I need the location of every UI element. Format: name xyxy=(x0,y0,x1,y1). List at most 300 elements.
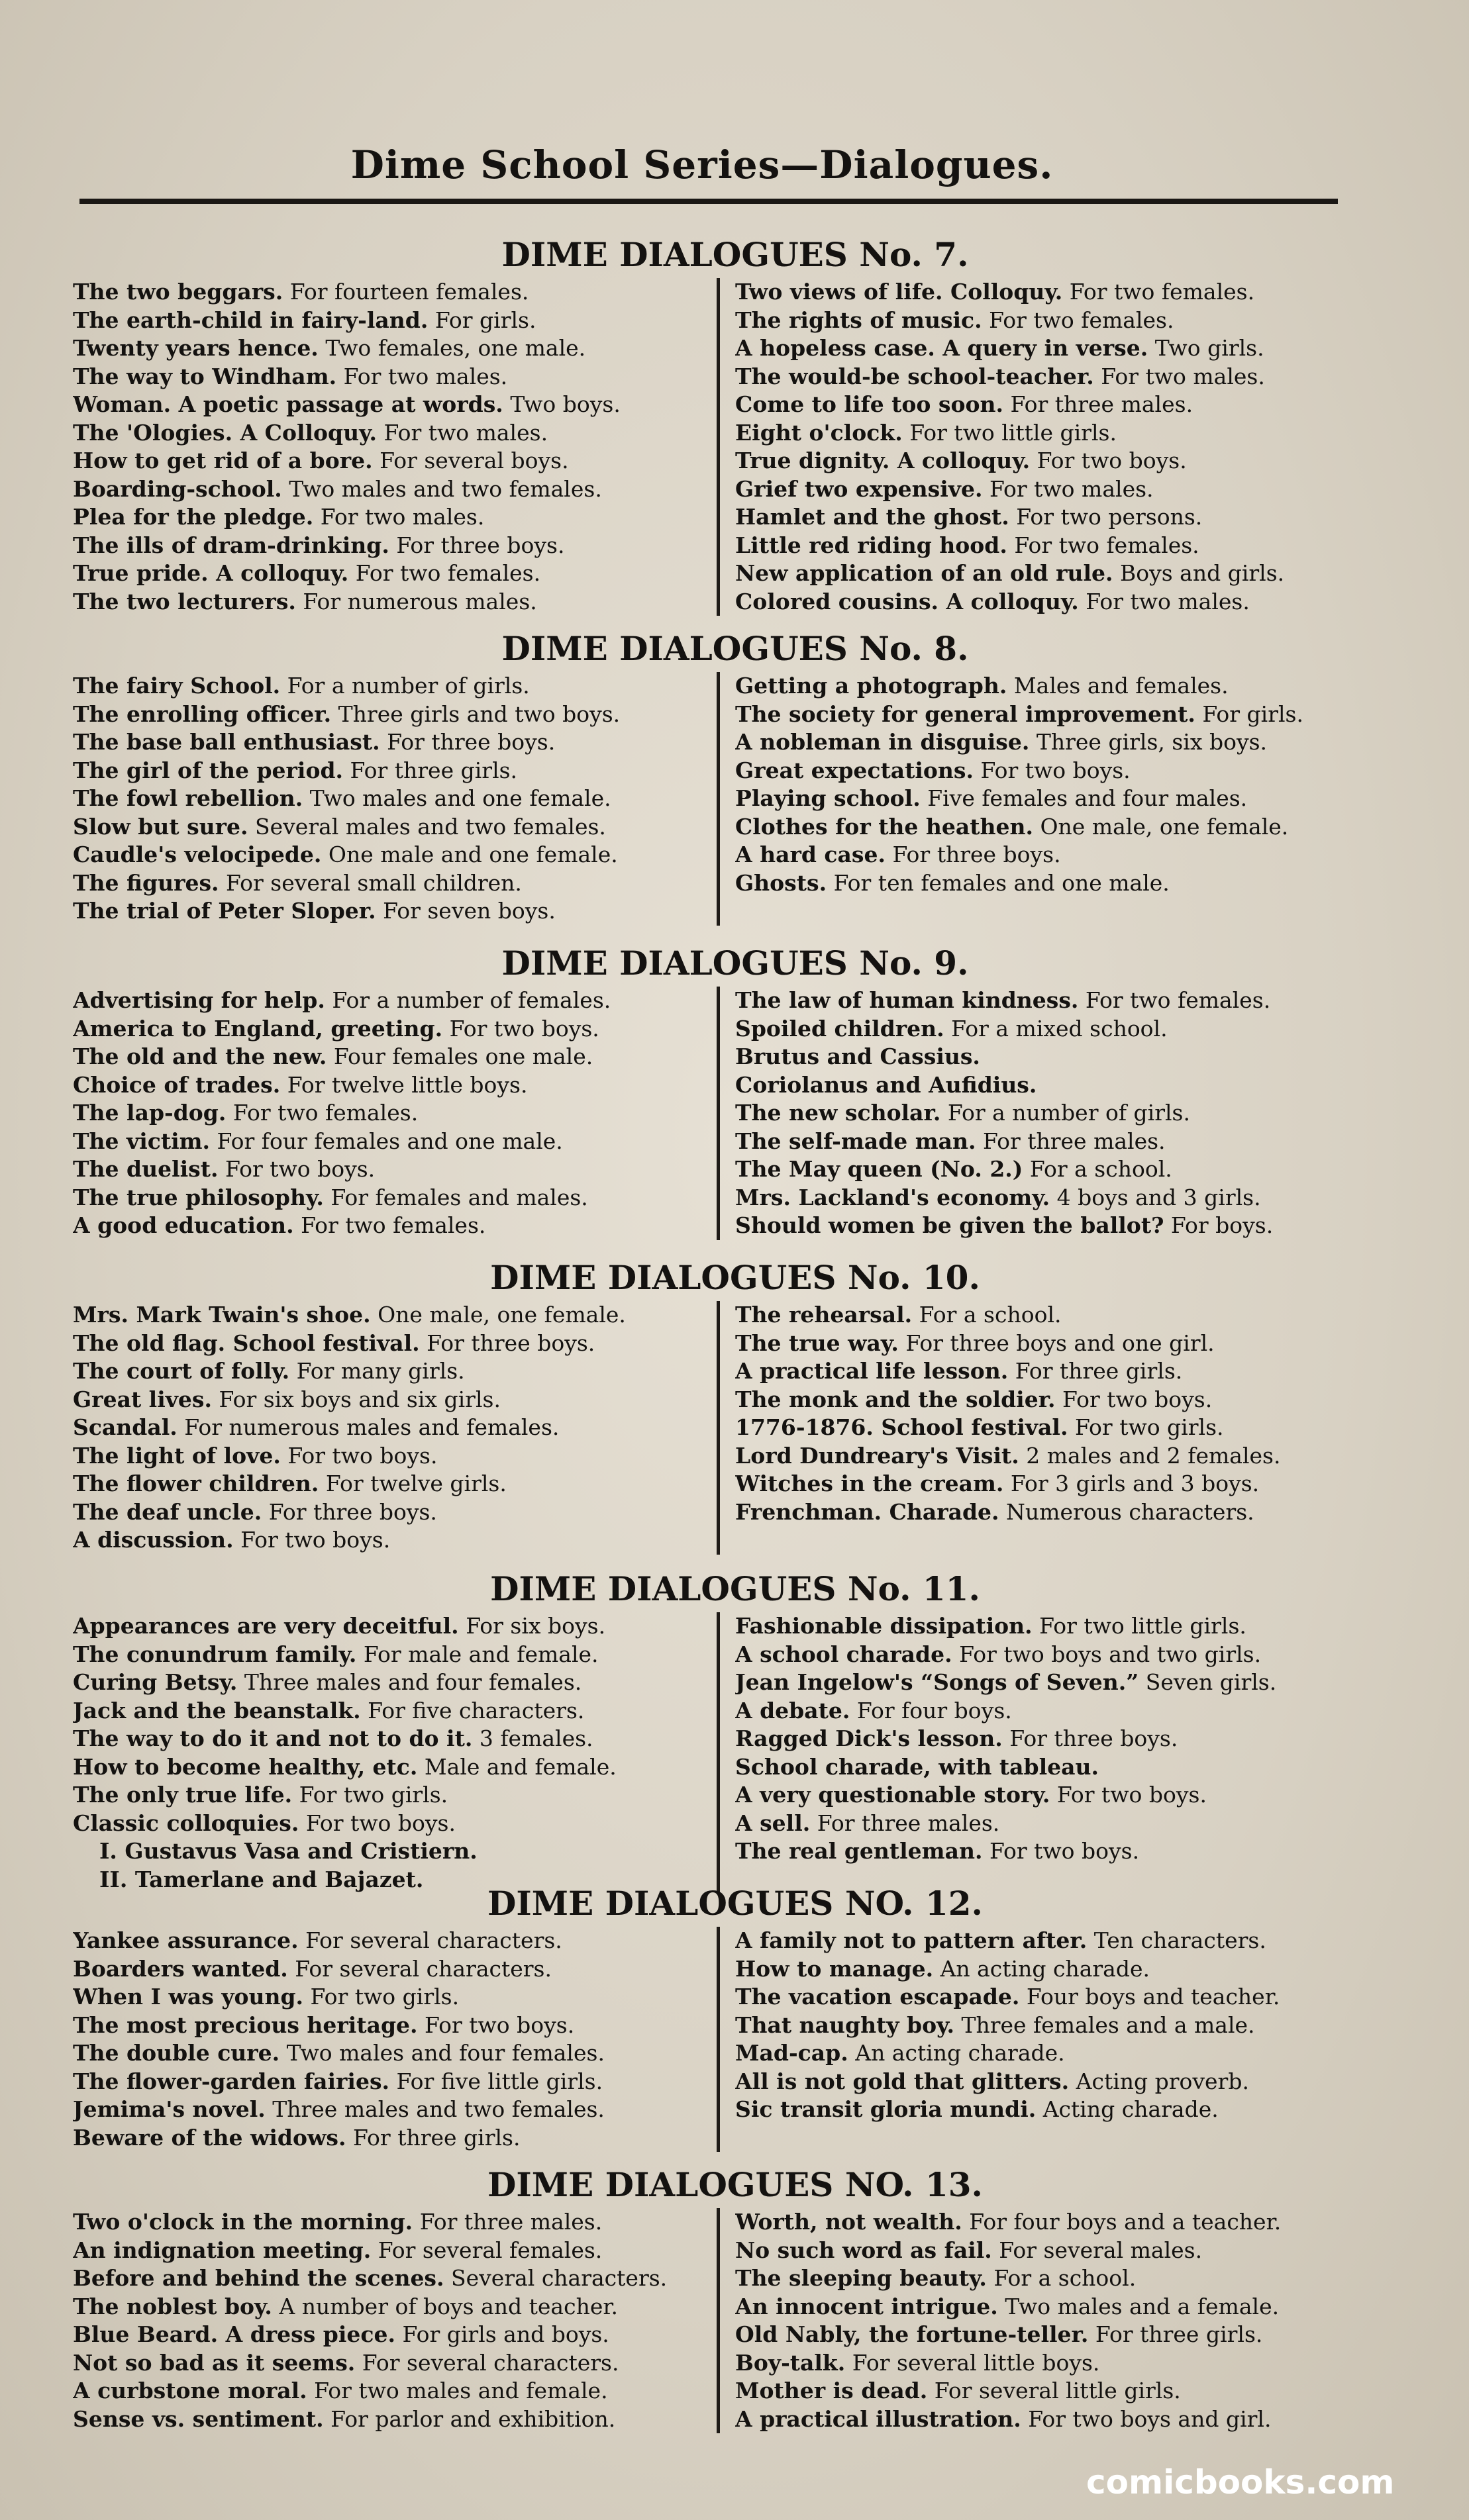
entry-cast: For three boys. xyxy=(1009,1725,1178,1751)
section-columns xyxy=(73,987,1358,1240)
dialogue-entry xyxy=(73,1697,695,1725)
entry-cast: One male and one female. xyxy=(328,842,618,867)
entry-cast: For two little girls. xyxy=(1039,1613,1246,1639)
dialogue-entry xyxy=(73,419,695,448)
entry-cast: 4 boys and 3 girls. xyxy=(1056,1184,1261,1210)
entry-title: Worth, not wealth. xyxy=(735,2209,962,2235)
entry-title: Eight o'clock. xyxy=(735,419,903,446)
entry-title: The court of folly. xyxy=(73,1358,290,1384)
dialogue-entry xyxy=(735,1697,1344,1725)
entry-cast: For several males. xyxy=(999,2237,1203,2263)
dialogue-entry xyxy=(73,785,695,813)
entry-title: A practical life lesson. xyxy=(735,1358,1009,1384)
dialogue-entry xyxy=(735,2011,1344,2040)
column-divider xyxy=(717,2208,720,2433)
dialogue-entry xyxy=(73,1099,695,1128)
entry-title: Little red riding hood. xyxy=(735,532,1007,558)
entry-cast: For two boys. xyxy=(225,1156,376,1182)
section-columns xyxy=(73,278,1358,616)
dialogue-entry xyxy=(73,987,695,1015)
right-column xyxy=(709,278,1344,616)
dialogue-entry xyxy=(73,1927,695,1955)
dialogue-section xyxy=(73,1255,1358,1555)
entry-cast: Several males and two females. xyxy=(255,813,606,840)
dialogue-entry xyxy=(73,2208,695,2237)
dialogue-entry xyxy=(73,728,695,757)
entry-cast: Acting proverb. xyxy=(1076,2068,1249,2094)
entry-cast: For a school. xyxy=(919,1302,1062,1328)
dialogue-entry xyxy=(73,1669,695,1697)
right-column xyxy=(709,1301,1344,1555)
entry-cast: For two girls. xyxy=(310,1984,460,2010)
entry-title: How to manage. xyxy=(735,1955,934,1982)
entry-cast: Three girls, six boys. xyxy=(1036,729,1268,755)
entry-cast: For girls and boys. xyxy=(402,2321,609,2347)
entry-cast: For two females. xyxy=(1069,279,1255,305)
entry-cast: 2 males and 2 females. xyxy=(1026,1442,1281,1469)
entry-title: The flower children. xyxy=(73,1471,319,1496)
entry-title: Should women be given the ballot? xyxy=(735,1212,1164,1238)
dialogue-entry xyxy=(73,1753,695,1782)
right-column xyxy=(709,1612,1344,1894)
dialogue-entry xyxy=(735,2321,1344,2349)
entry-cast: For two males and female. xyxy=(314,2378,608,2403)
dialogue-entry xyxy=(73,672,695,701)
dialogue-entry xyxy=(73,1330,695,1358)
entry-title: Coriolanus and Aufidius. xyxy=(735,1071,1037,1098)
dialogue-section xyxy=(73,1566,1358,1894)
entry-cast: For two girls. xyxy=(1074,1414,1224,1440)
dialogue-section xyxy=(73,2162,1358,2433)
left-column xyxy=(73,278,709,616)
entry-title: The duelist. xyxy=(73,1156,219,1182)
entry-cast: Two males and a female. xyxy=(1005,2293,1280,2319)
dialogue-entry xyxy=(735,475,1344,504)
entry-title: Frenchman. Charade. xyxy=(735,1498,999,1525)
dialogue-entry xyxy=(73,503,695,532)
dialogue-entry xyxy=(73,1641,695,1669)
dialogue-entry xyxy=(735,419,1344,448)
entry-title: Getting a photograph. xyxy=(735,673,1007,699)
entry-title: I. Gustavus Vasa and Cristiern. xyxy=(99,1838,478,1864)
dialogue-entry xyxy=(73,532,695,560)
entry-cast: For two males. xyxy=(383,419,548,446)
dialogue-entry xyxy=(73,1470,695,1498)
dialogue-entry xyxy=(735,1927,1344,1955)
dialogue-entry xyxy=(73,2264,695,2293)
entry-cast: For two males. xyxy=(1101,363,1265,389)
entry-cast: For two boys. xyxy=(305,1810,456,1836)
section-title: DIME DIALOGUES NO. 12. xyxy=(487,1884,983,1923)
entry-title: Great expectations. xyxy=(735,757,974,783)
dialogue-entry xyxy=(735,2237,1344,2265)
entry-cast: Four females one male. xyxy=(333,1043,593,1069)
dialogue-entry xyxy=(73,813,695,842)
dialogue-entry xyxy=(735,1301,1344,1330)
entry-title: The girl of the period. xyxy=(73,757,344,783)
entry-title: The old and the new. xyxy=(73,1043,327,1069)
dialogue-entry xyxy=(73,1498,695,1527)
entry-title: Ghosts. xyxy=(735,869,827,896)
entry-title: Mad-cap. xyxy=(735,2040,848,2066)
entry-cast: An acting charade. xyxy=(855,2040,1065,2066)
entry-cast: One male, one female. xyxy=(378,1302,626,1328)
entry-cast: For seven boys. xyxy=(383,898,556,924)
dialogue-entry xyxy=(735,1612,1344,1641)
entry-title: The law of human kindness. xyxy=(735,987,1079,1013)
dialogue-entry xyxy=(73,2405,695,2434)
page-header: Dime School Series—Dialogues. xyxy=(350,142,1054,187)
entry-cast: For two boys. xyxy=(1056,1782,1207,1808)
entry-title: School charade, with tableau. xyxy=(735,1753,1099,1780)
watermark: comicbooks.com xyxy=(1086,2463,1395,2501)
entry-title: That naughty boy. xyxy=(735,2011,954,2038)
entry-title: A hard case. xyxy=(735,842,886,867)
entry-title: The trial of Peter Sloper. xyxy=(73,898,376,924)
entry-title: Choice of trades. xyxy=(73,1071,281,1098)
entry-cast: An acting charade. xyxy=(940,1955,1150,1982)
entry-title: An indignation meeting. xyxy=(73,2237,372,2263)
entry-cast: For three boys. xyxy=(387,729,556,755)
entry-cast: Acting charade. xyxy=(1042,2096,1219,2122)
entry-cast: For three males. xyxy=(817,1810,1000,1836)
dialogue-entry xyxy=(735,1781,1344,1810)
entry-title: Woman. A poetic passage at words. xyxy=(73,391,503,417)
entry-title: The enrolling officer. xyxy=(73,701,332,727)
entry-title: Not so bad as it seems. xyxy=(73,2349,356,2376)
entry-title: A family not to pattern after. xyxy=(735,1927,1088,1953)
entry-cast: For a school. xyxy=(993,2265,1137,2291)
entry-title: Clothes for the heathen. xyxy=(735,813,1033,840)
entry-cast: For five little girls. xyxy=(396,2068,603,2094)
entry-cast: Two males and two females. xyxy=(289,475,602,502)
dialogue-entry xyxy=(73,1414,695,1442)
dialogue-entry xyxy=(735,2349,1344,2378)
entry-title: No such word as fail. xyxy=(735,2237,992,2263)
right-column xyxy=(709,2208,1344,2433)
dialogue-entry xyxy=(73,2039,695,2068)
entry-cast: Numerous characters. xyxy=(1006,1498,1254,1525)
dialogue-entry xyxy=(735,1837,1344,1866)
entry-cast: For several characters. xyxy=(295,1955,552,1982)
entry-cast: For three girls. xyxy=(1015,1358,1183,1384)
dialogue-entry xyxy=(735,2293,1344,2321)
entry-cast: Three males and two females. xyxy=(272,2096,605,2122)
dialogue-entry xyxy=(73,1442,695,1471)
entry-title: Curing Betsy. xyxy=(73,1669,238,1695)
section-title: DIME DIALOGUES No. 8. xyxy=(501,629,969,668)
entry-title: How to become healthy, etc. xyxy=(73,1753,418,1780)
dialogue-entry xyxy=(73,559,695,588)
section-title: DIME DIALOGUES No. 11. xyxy=(490,1569,980,1608)
dialogue-entry xyxy=(735,2096,1344,2124)
dialogue-entry xyxy=(73,363,695,391)
dialogue-entry xyxy=(73,1128,695,1156)
entry-title: Ragged Dick's lesson. xyxy=(735,1725,1003,1751)
entry-cast: For girls. xyxy=(434,307,536,333)
dialogue-entry xyxy=(73,2096,695,2124)
section-columns xyxy=(73,2208,1358,2433)
entry-cast: For two males. xyxy=(1086,588,1250,614)
entry-title: Appearances are very deceitful. xyxy=(73,1613,459,1639)
dialogue-entry xyxy=(735,2377,1344,2405)
entry-cast: Two boys. xyxy=(510,391,621,417)
entry-cast: Ten characters. xyxy=(1093,1927,1266,1953)
entry-title: The old flag. School festival. xyxy=(73,1330,420,1356)
entry-cast: For three males. xyxy=(983,1128,1166,1154)
dialogue-entry xyxy=(73,2321,695,2349)
dialogue-entry xyxy=(735,1071,1344,1100)
entry-title: The double cure. xyxy=(73,2040,280,2066)
entry-title: Twenty years hence. xyxy=(73,335,319,361)
dialogue-entry xyxy=(73,1781,695,1810)
dialogue-entry xyxy=(73,447,695,475)
entry-title: Beware of the widows. xyxy=(73,2124,346,2151)
entry-cast: For several characters. xyxy=(362,2349,619,2376)
entry-cast: Two males and four females. xyxy=(286,2040,605,2066)
entry-title: The rehearsal. xyxy=(735,1302,913,1328)
dialogue-entry xyxy=(735,1983,1344,2011)
entry-cast: Three females and a male. xyxy=(961,2011,1255,2038)
entry-title: A practical illustration. xyxy=(735,2405,1021,2432)
dialogue-entry xyxy=(735,987,1344,1015)
dialogue-entry xyxy=(73,2068,695,2096)
dialogue-entry xyxy=(735,2068,1344,2096)
entry-title: The figures. xyxy=(73,869,219,896)
entry-title: True dignity. A colloquy. xyxy=(735,448,1031,473)
entry-title: The society for general improvement. xyxy=(735,701,1195,727)
entry-title: The most precious heritage. xyxy=(73,2011,418,2038)
entry-cast: For two boys. xyxy=(425,2011,575,2038)
entry-title: Scandal. xyxy=(73,1414,177,1440)
entry-title: The rights of music. xyxy=(735,307,982,333)
entry-cast: For two boys. xyxy=(1062,1386,1213,1412)
dialogue-entry xyxy=(73,1837,695,1866)
entry-cast: For several small children. xyxy=(226,869,522,896)
dialogue-entry xyxy=(735,532,1344,560)
entry-title: Boarding-school. xyxy=(73,475,282,502)
dialogue-entry xyxy=(735,841,1344,869)
dialogue-entry xyxy=(735,559,1344,588)
entry-title: The light of love. xyxy=(73,1442,281,1469)
entry-cast: For two boys. xyxy=(1037,448,1187,473)
dialogue-entry xyxy=(73,1155,695,1184)
entry-title: Brutus and Cassius. xyxy=(735,1043,980,1069)
entry-title: A debate. xyxy=(735,1697,850,1723)
dialogue-entry xyxy=(73,1071,695,1100)
entry-cast: For four boys and a teacher. xyxy=(969,2209,1282,2235)
dialogue-entry xyxy=(735,1386,1344,1414)
section-columns xyxy=(73,1927,1358,2152)
dialogue-entry xyxy=(73,1184,695,1212)
dialogue-entry xyxy=(735,1099,1344,1128)
entry-title: Jean Ingelow's “Songs of Seven.” xyxy=(735,1669,1139,1695)
dialogue-entry xyxy=(735,1498,1344,1527)
entry-cast: For four boys. xyxy=(856,1697,1012,1723)
dialogue-entry xyxy=(73,2377,695,2405)
entry-cast: For two males. xyxy=(343,363,508,389)
dialogue-entry xyxy=(73,757,695,785)
entry-cast: For two little girls. xyxy=(909,419,1117,446)
dialogue-entry xyxy=(735,701,1344,729)
entry-cast: For several little girls. xyxy=(934,2378,1181,2403)
entry-title: Mrs. Lackland's economy. xyxy=(735,1184,1050,1210)
section-columns xyxy=(73,1301,1358,1555)
entry-title: Mother is dead. xyxy=(735,2378,928,2403)
entry-cast: For two females. xyxy=(301,1212,486,1238)
entry-title: The fowl rebellion. xyxy=(73,785,303,811)
left-column xyxy=(73,1301,709,1555)
dialogue-entry xyxy=(73,307,695,335)
entry-cast: For many girls. xyxy=(296,1358,465,1384)
entry-cast: For two males. xyxy=(320,504,485,530)
entry-title: Old Nably, the fortune-teller. xyxy=(735,2321,1089,2347)
dialogue-entry xyxy=(735,1725,1344,1753)
entry-title: Boarders wanted. xyxy=(73,1955,288,1982)
entry-title: Slow but sure. xyxy=(73,813,248,840)
dialogue-entry xyxy=(735,278,1344,307)
dialogue-entry xyxy=(735,1330,1344,1358)
entry-cast: 3 females. xyxy=(479,1725,593,1751)
dialogue-entry xyxy=(735,2039,1344,2068)
column-divider xyxy=(717,672,720,926)
entry-title: Lord Dundreary's Visit. xyxy=(735,1442,1019,1469)
entry-cast: Two girls. xyxy=(1154,335,1264,361)
dialogue-entry xyxy=(735,1669,1344,1697)
entry-cast: For six boys. xyxy=(466,1613,606,1639)
entry-cast: For two females. xyxy=(232,1100,419,1126)
entry-title: How to get rid of a bore. xyxy=(73,448,373,473)
dialogue-entry xyxy=(735,2264,1344,2293)
dialogue-entry xyxy=(73,1212,695,1240)
entry-cast: For three males. xyxy=(1010,391,1193,417)
column-divider xyxy=(717,1301,720,1555)
dialogue-entry xyxy=(73,1386,695,1414)
dialogue-entry xyxy=(73,1526,695,1555)
entry-title: A sell. xyxy=(735,1810,811,1836)
dialogue-entry xyxy=(735,307,1344,335)
entry-title: The earth-child in fairy-land. xyxy=(73,307,429,333)
entry-cast: For numerous males and females. xyxy=(184,1414,560,1440)
entry-cast: For three males. xyxy=(419,2209,603,2235)
entry-title: The ills of dram-drinking. xyxy=(73,532,389,558)
entry-cast: For two females. xyxy=(1085,987,1271,1013)
dialogue-entry xyxy=(73,1725,695,1753)
column-divider xyxy=(717,278,720,616)
column-divider xyxy=(717,987,720,1240)
section-title: DIME DIALOGUES No. 10. xyxy=(490,1258,980,1297)
entry-cast: For females and males. xyxy=(330,1184,588,1210)
entry-cast: For a school. xyxy=(1029,1156,1172,1182)
entry-title: Yankee assurance. xyxy=(73,1927,299,1953)
entry-title: America to England, greeting. xyxy=(73,1015,443,1042)
entry-cast: For two persons. xyxy=(1016,504,1203,530)
dialogue-entry xyxy=(735,334,1344,363)
dialogue-entry xyxy=(735,2405,1344,2434)
dialogue-entry xyxy=(73,897,695,926)
entry-title: The only true life. xyxy=(73,1782,293,1808)
entry-cast: For two girls. xyxy=(299,1782,448,1808)
entry-title: Advertising for help. xyxy=(73,987,325,1013)
entry-cast: Five females and four males. xyxy=(927,785,1248,811)
entry-title: A very questionable story. xyxy=(735,1782,1050,1808)
section-title: DIME DIALOGUES NO. 13. xyxy=(487,2165,983,2204)
dialogue-entry xyxy=(73,1810,695,1838)
left-column xyxy=(73,672,709,926)
right-column xyxy=(709,672,1344,926)
entry-title: The deaf uncle. xyxy=(73,1498,262,1525)
dialogue-entry xyxy=(73,1357,695,1386)
dialogue-entry xyxy=(735,869,1344,898)
entry-title: An innocent intrigue. xyxy=(735,2293,998,2319)
entry-cast: For three boys. xyxy=(268,1498,437,1525)
entry-cast: For two boys. xyxy=(287,1442,438,1469)
dialogue-entry xyxy=(735,672,1344,701)
entry-title: Witches in the cream. xyxy=(735,1471,1004,1496)
dialogue-entry xyxy=(735,1155,1344,1184)
dialogue-entry xyxy=(73,475,695,504)
entry-title: The base ball enthusiast. xyxy=(73,729,380,755)
entry-title: The 'Ologies. A Colloquy. xyxy=(73,419,377,446)
dialogue-entry xyxy=(73,2349,695,2378)
dialogue-entry xyxy=(73,2124,695,2153)
section-title: DIME DIALOGUES No. 7. xyxy=(501,235,969,274)
entry-title: Hamlet and the ghost. xyxy=(735,504,1009,530)
dialogue-entry xyxy=(73,869,695,898)
left-column xyxy=(73,1927,709,2152)
entry-title: The lap-dog. xyxy=(73,1100,227,1126)
header-rule xyxy=(79,199,1338,204)
entry-title: Classic colloquies. xyxy=(73,1810,299,1836)
entry-title: The real gentleman. xyxy=(735,1838,983,1864)
dialogue-section xyxy=(73,232,1358,616)
dialogue-entry xyxy=(735,1442,1344,1471)
entry-cast: For three girls. xyxy=(1095,2321,1263,2347)
dialogue-entry xyxy=(735,1015,1344,1043)
dialogue-entry xyxy=(735,728,1344,757)
entry-cast: For two males. xyxy=(989,475,1154,502)
entry-title: Sic transit gloria mundi. xyxy=(735,2096,1037,2122)
dialogue-entry xyxy=(735,1641,1344,1669)
entry-title: The way to Windham. xyxy=(73,363,337,389)
dialogue-entry xyxy=(735,1414,1344,1442)
entry-cast: For twelve little boys. xyxy=(287,1071,528,1098)
dialogue-entry xyxy=(735,391,1344,419)
entry-title: The way to do it and not to do it. xyxy=(73,1725,473,1751)
entry-title: The would-be school-teacher. xyxy=(735,363,1094,389)
entry-title: A curbstone moral. xyxy=(73,2378,307,2403)
entry-title: Great lives. xyxy=(73,1386,212,1412)
dialogue-entry xyxy=(735,1184,1344,1212)
right-column xyxy=(709,987,1344,1240)
entry-title: The sleeping beauty. xyxy=(735,2265,987,2291)
dialogue-entry xyxy=(735,1810,1344,1838)
entry-cast: For five characters. xyxy=(368,1697,585,1723)
entry-cast: For boys. xyxy=(1170,1212,1274,1238)
section-columns xyxy=(73,672,1358,926)
entry-title: A hopeless case. A query in verse. xyxy=(735,335,1148,361)
entry-title: Come to life too soon. xyxy=(735,391,1004,417)
dialogue-entry xyxy=(73,1983,695,2011)
entry-title: A discussion. xyxy=(73,1527,234,1553)
entry-cast: For several little boys. xyxy=(852,2349,1100,2376)
dialogue-entry xyxy=(735,757,1344,785)
entry-title: The conundrum family. xyxy=(73,1641,357,1667)
dialogue-entry xyxy=(73,278,695,307)
dialogue-entry xyxy=(73,1301,695,1330)
dialogue-entry xyxy=(735,2208,1344,2237)
dialogue-entry xyxy=(735,1955,1344,1984)
